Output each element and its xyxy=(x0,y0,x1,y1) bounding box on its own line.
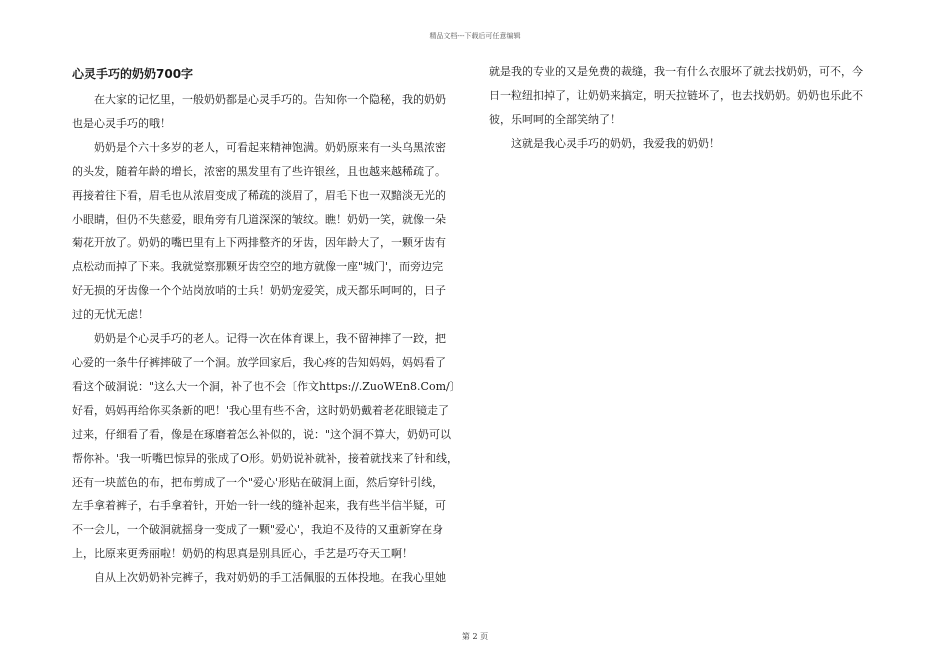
text-line: 好看，妈妈再给你买条新的吧！'我心里有些不舍，这时奶奶戴着老花眼镜走了 xyxy=(72,403,450,417)
page-header: 精品文档---下载后可任意编辑 xyxy=(429,32,521,40)
text-line: 就是我的专业的又是免费的裁缝，我一有什么衣服坏了就去找奶奶，可不，今 xyxy=(489,65,863,78)
text-line: 在大家的记忆里，一般奶奶都是心灵手巧的。告知你一个隐秘，我的奶奶 xyxy=(94,93,446,106)
text-line: 还有一块蓝色的布，把布剪成了一个"爱心'形贴在破洞上面，然后穿针引线， xyxy=(72,475,444,489)
text-line: 上，比原来更秀丽啦！奶奶的构思真是别具匠心，手艺是巧夺天工啊！ xyxy=(72,547,413,561)
text-line: 过来，仔细看了看，像是在琢磨着怎么补似的，说："这个洞不算大，奶奶可以 xyxy=(72,427,452,441)
article-title: 心灵手巧的奶奶700字 xyxy=(72,67,194,81)
text-line: 小眼睛，但仍不失慈爱，眼角旁有几道深深的皱纹。瞧！奶奶一笑，就像一朵 xyxy=(72,212,446,226)
text-line: 点松动而掉了下来。我就觉察那颗牙齿空空的地方就像一座"城门'，而旁边完 xyxy=(72,260,444,274)
text-line: 帮你补。'我一听嘴巴惊异的张成了O形。奶奶说补就补，接着就找来了针和线， xyxy=(72,451,459,465)
text-line: 这就是我心灵手巧的奶奶，我爱我的奶奶！ xyxy=(511,136,720,150)
text-line: 日一粒纽扣掉了，让奶奶来搞定，明天拉链坏了，也去找奶奶。奶奶也乐此不 xyxy=(489,88,863,102)
text-line: 彼，乐呵呵的全部笑纳了！ xyxy=(489,112,621,126)
text-line: 再接着往下看，眉毛也从浓眉变成了稀疏的淡眉了，眉毛下也一双黯淡无光的 xyxy=(72,188,446,202)
text-line: 也是心灵手巧的哦！ xyxy=(72,116,171,130)
text-line: 的头发，随着年龄的增长，浓密的黑发里有了些许银丝，且也越来越稀疏了。 xyxy=(72,164,446,178)
right-column xyxy=(489,60,881,156)
text-line: 奶奶是个六十多岁的老人，可看起来精神饱满。奶奶原来有一头乌黑浓密 xyxy=(94,140,446,154)
text-line: 好无损的牙齿像一个个站岗放哨的士兵！奶奶宠爱笑，成天都乐呵呵的，日子 xyxy=(72,284,446,298)
text-line: 不一会儿，一个破洞就摇身一变成了一颗"爱心'，我迫不及待的又重新穿在身 xyxy=(72,523,444,537)
text-line: 过的无忧无虑！ xyxy=(72,308,149,322)
text-line: 心爱的一条牛仔裤摔破了一个洞。放学回家后，我心疼的告知妈妈，妈妈看了 xyxy=(72,355,446,369)
page-number: 第 2 页 xyxy=(461,632,489,641)
left-column-text xyxy=(72,88,464,590)
right-column-text xyxy=(489,60,881,156)
text-line: 看这个破洞说："这么大一个洞，补了也不会〔作文https://.ZuoWEn8.Com/〕 xyxy=(72,379,461,393)
left-column xyxy=(72,60,464,590)
text-line: 自从上次奶奶补完裤子，我对奶奶的手工活佩服的五体投地。在我心里她 xyxy=(94,571,446,585)
text-line: 左手拿着裤子，右手拿着针，开始一针一线的缝补起来，我有些半信半疑，可 xyxy=(72,499,446,513)
text-line: 菊花开放了。奶奶的嘴巴里有上下两排整齐的牙齿，因年龄大了，一颗牙齿有 xyxy=(72,236,446,250)
text-line: 奶奶是个心灵手巧的老人。记得一次在体育课上，我不留神摔了一跤，把 xyxy=(94,332,446,346)
